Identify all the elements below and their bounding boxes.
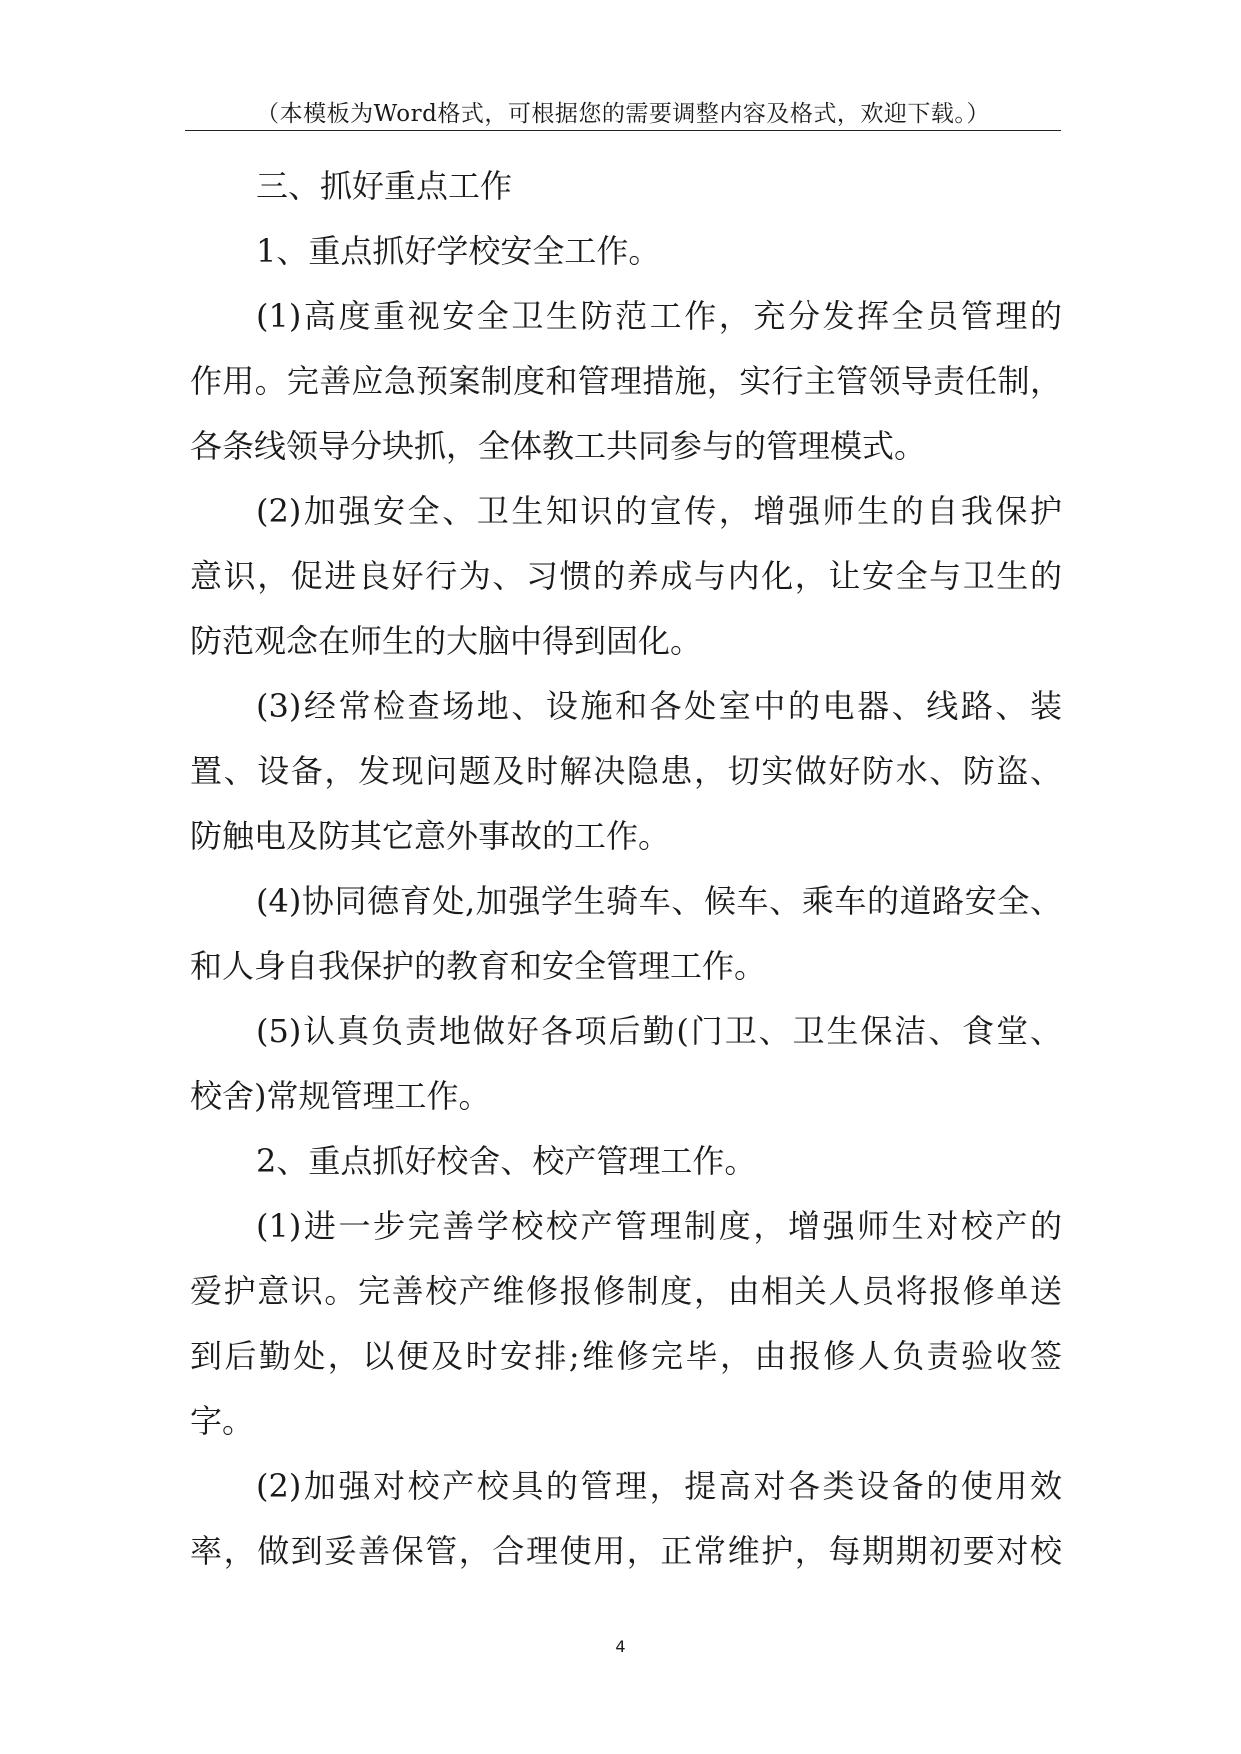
- paragraph-line: 和人身自我保护的教育和安全管理工作。: [190, 947, 767, 985]
- paragraph-line: 防范观念在师生的大脑中得到固化。: [190, 622, 703, 660]
- paragraph-line: 率，做到妥善保管，合理使用，正常维护，每期期初要对校: [190, 1532, 1062, 1570]
- document-body: [190, 154, 1062, 1584]
- header-note: （本模板为Word格式，可根据您的需要调整内容及格式，欢迎下载。）: [256, 101, 990, 127]
- paragraph-line: (2)加强对校产校具的管理，提高对各类设备的使用效: [256, 1467, 1062, 1505]
- section-heading: 三、抓好重点工作: [256, 167, 513, 205]
- paragraph-line: 各条线领导分块抓，全体教工共同参与的管理模式。: [190, 427, 927, 465]
- paragraph-line: (5)认真负责地做好各项后勤(门卫、卫生保洁、食堂、: [256, 1012, 1062, 1050]
- header-divider: [185, 130, 1061, 131]
- paragraph-line: 爱护意识。完善校产维修报修制度，由相关人员将报修单送: [190, 1272, 1062, 1310]
- paragraph-line: 意识，促进良好行为、习惯的养成与内化，让安全与卫生的: [190, 557, 1062, 595]
- paragraph-line: (1)进一步完善学校校产管理制度，增强师生对校产的: [256, 1207, 1062, 1245]
- paragraph-line: (3)经常检查场地、设施和各处室中的电器、线路、装: [256, 687, 1062, 725]
- paragraph-line: (1)高度重视安全卫生防范工作，充分发挥全员管理的: [256, 297, 1062, 335]
- paragraph-line: 防触电及防其它意外事故的工作。: [190, 817, 671, 855]
- paragraph-line: (2)加强安全、卫生知识的宣传，增强师生的自我保护: [256, 492, 1062, 530]
- paragraph-line: 作用。完善应急预案制度和管理措施，实行主管领导责任制，: [190, 362, 1062, 400]
- paragraph-line: 到后勤处，以便及时安排;维修完毕，由报修人负责验收签: [190, 1337, 1062, 1375]
- page-number: 4: [615, 1637, 626, 1656]
- paragraph-line: 校舍)常规管理工作。: [190, 1077, 491, 1115]
- paragraph-line: 字。: [190, 1402, 255, 1440]
- subsection-heading-2: 2、重点抓好校舍、校产管理工作。: [256, 1142, 757, 1180]
- paragraph-line: 置、设备，发现问题及时解决隐患，切实做好防水、防盗、: [190, 752, 1062, 790]
- paragraph-line: (4)协同德育处,加强学生骑车、候车、乘车的道路安全、: [256, 882, 1062, 920]
- subsection-heading-1: 1、重点抓好学校安全工作。: [256, 232, 661, 270]
